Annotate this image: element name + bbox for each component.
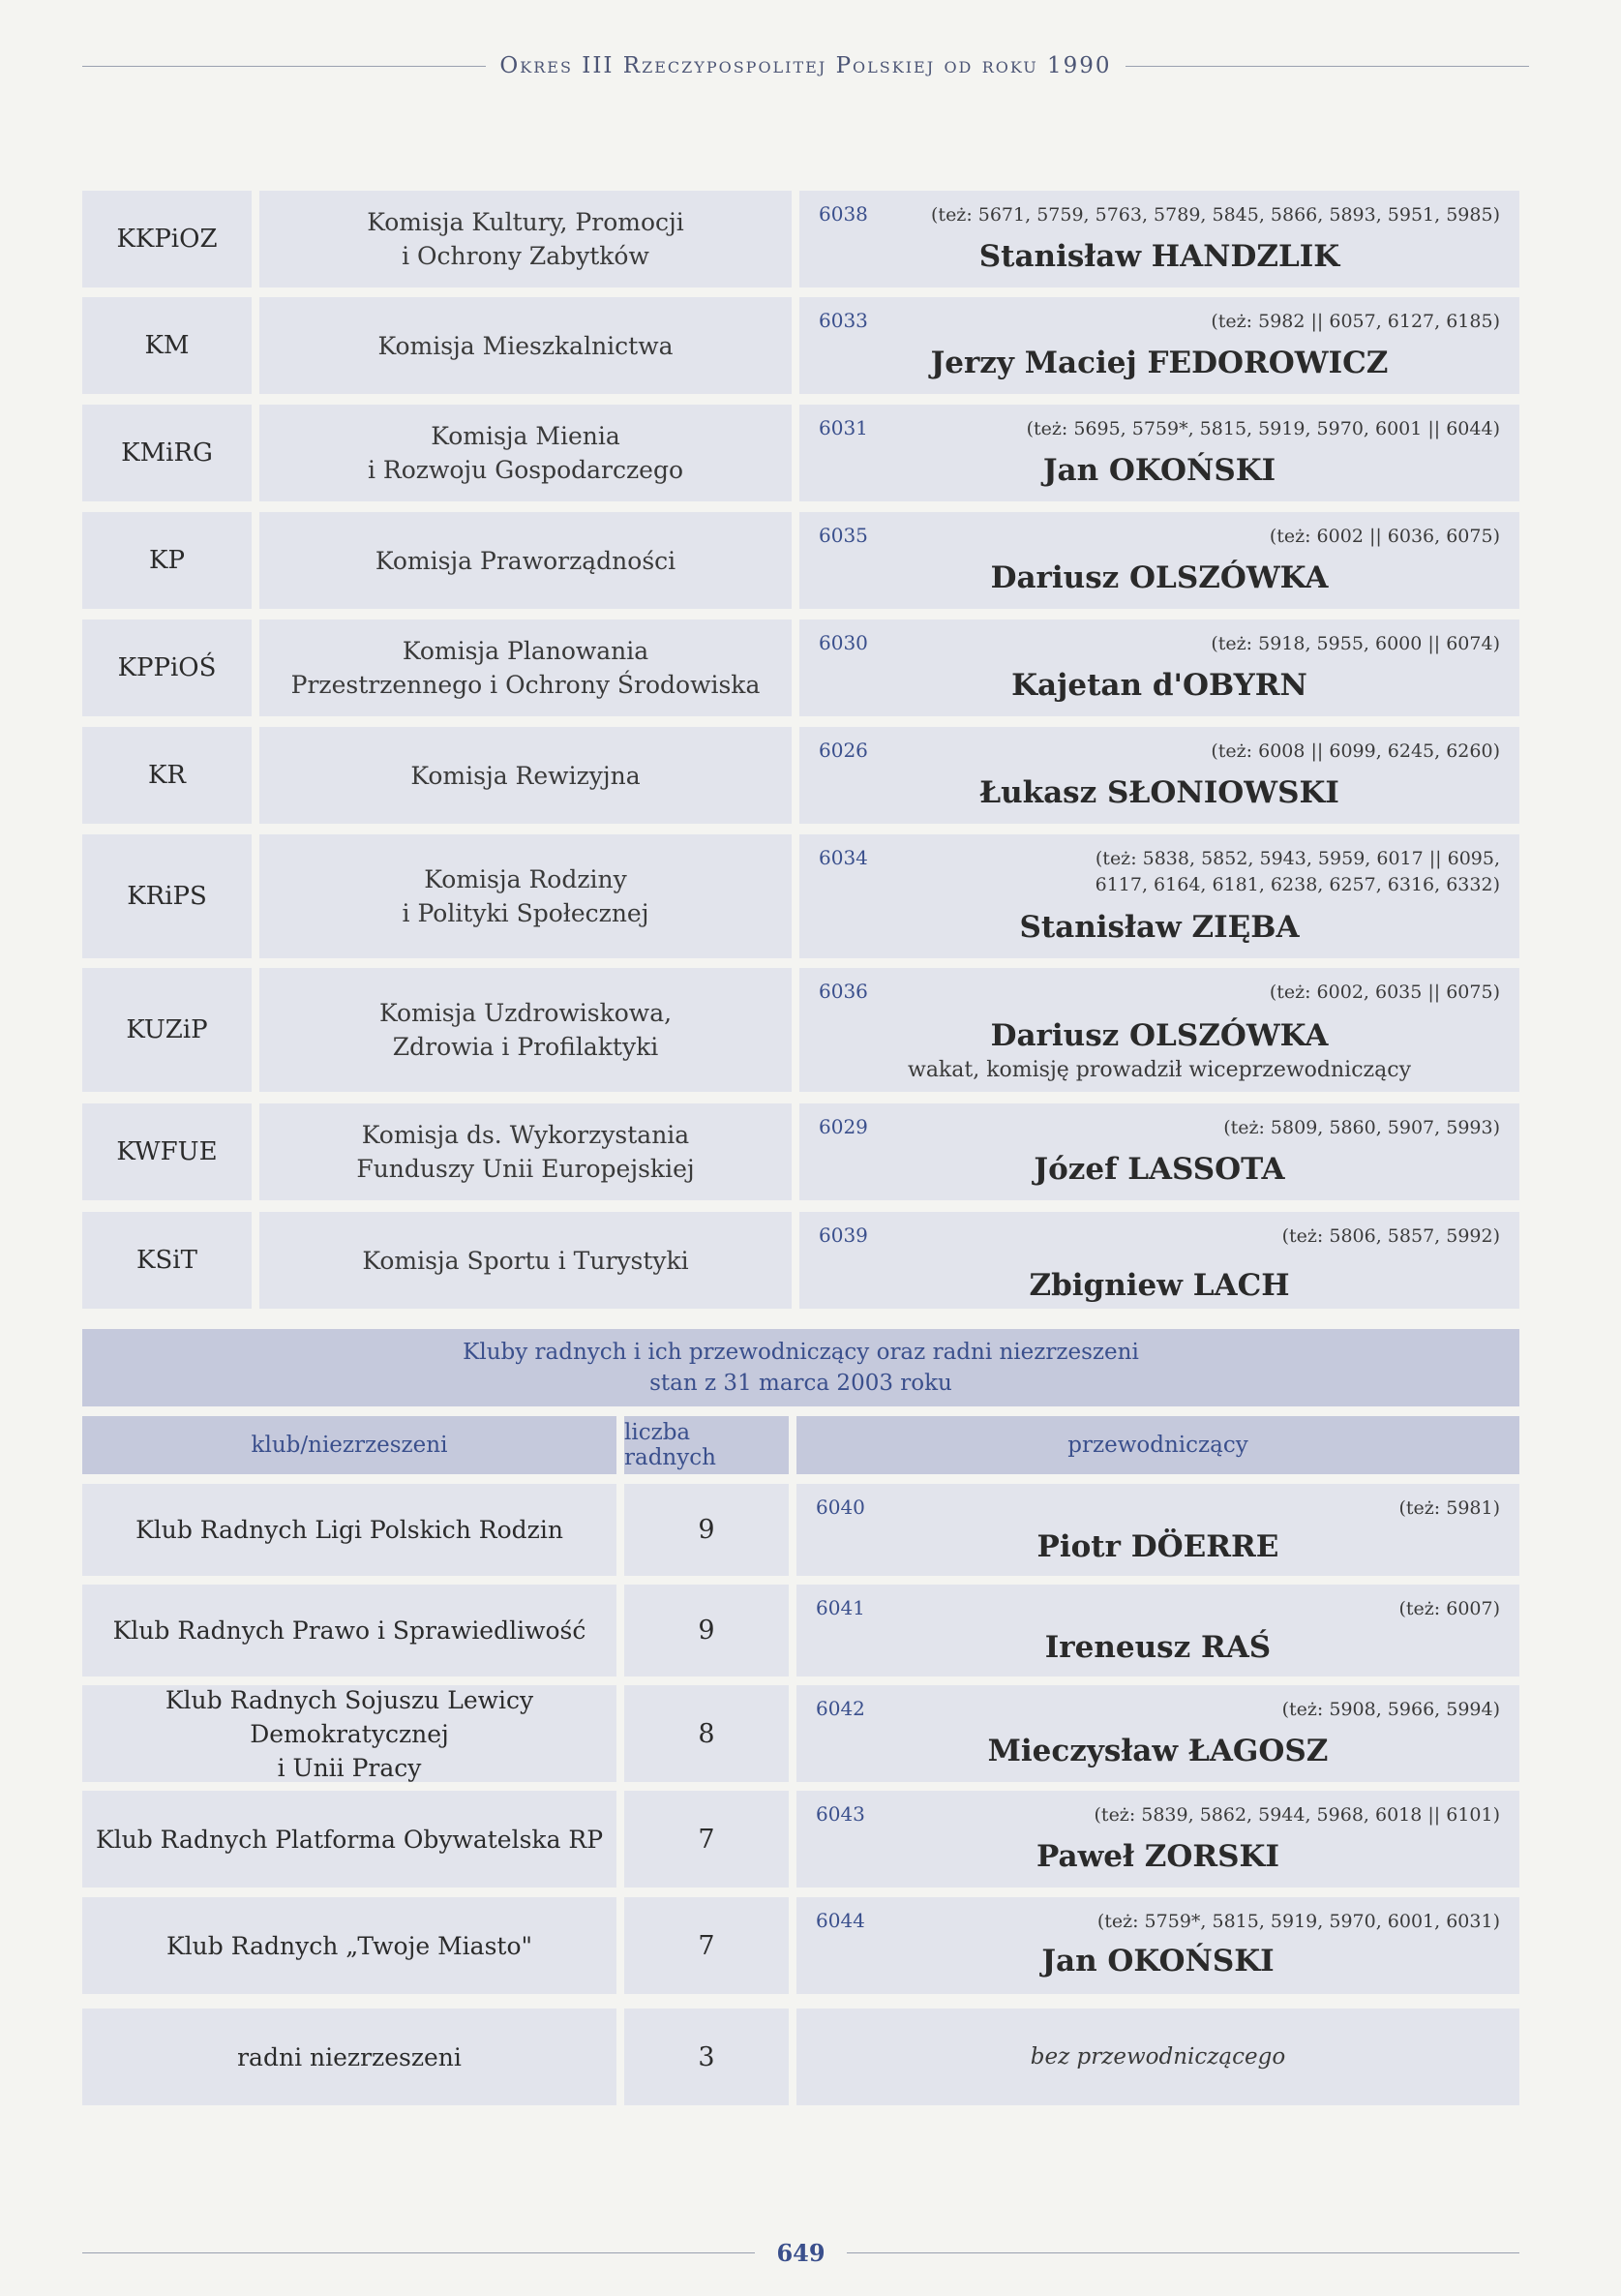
see-also: (też: 5806, 5857, 5992) (1281, 1225, 1500, 1247)
clubs-section-title (82, 1329, 1519, 1406)
commission-abbr: KP (82, 512, 252, 609)
entry-number: 6036 (819, 980, 868, 1003)
chair-name: Jerzy Maciej FEDOROWICZ (930, 346, 1389, 380)
commission-chair-cell (799, 1103, 1519, 1200)
club-chair-cell (796, 1484, 1519, 1576)
club-count: 9 (624, 1585, 789, 1677)
chair-name: Stanisław ZIĘBA (1019, 910, 1300, 945)
commission-chair-cell (799, 1212, 1519, 1309)
commission-name: Komisja Uzdrowiskowa, Zdrowia i Profilaktyki (259, 968, 792, 1092)
entry-number: 6029 (819, 1115, 868, 1138)
entry-number: 6034 (819, 846, 868, 869)
commission-name: Komisja ds. Wykorzystania Funduszy Unii Europejskiej (259, 1103, 792, 1200)
chair-name: Dariusz OLSZÓWKA (990, 560, 1329, 595)
entry-number: 6041 (816, 1596, 865, 1619)
commission-chair-cell (799, 297, 1519, 394)
entry-number: 6035 (819, 524, 868, 547)
see-also: (też: 5839, 5862, 5944, 5968, 6018 || 6101) (1094, 1804, 1500, 1826)
see-also: (też: 5809, 5860, 5907, 5993) (1223, 1117, 1500, 1138)
column-header-club: klub/niezrzeszeni (82, 1416, 616, 1474)
commission-abbr: KM (82, 297, 252, 394)
club-row (82, 2009, 1519, 2105)
commission-row (82, 834, 1519, 958)
club-count: 3 (624, 2009, 789, 2105)
clubs-title-line1: Kluby radnych i ich przewodniczący oraz radni niezrzeszeni (463, 1340, 1139, 1365)
club-count: 7 (624, 1897, 789, 1994)
club-name: Klub Radnych Sojuszu Lewicy Demokratycznej i Unii Pracy (82, 1685, 616, 1782)
commission-name: Komisja Rewizyjna (259, 727, 792, 824)
entry-number: 6043 (816, 1802, 865, 1826)
see-also: (też: 6002 || 6036, 6075) (1269, 526, 1500, 547)
chair-name: Józef LASSOTA (1034, 1152, 1285, 1187)
club-count: 7 (624, 1791, 789, 1888)
club-name: Klub Radnych „Twoje Miasto" (82, 1897, 616, 1994)
commission-chair-cell (799, 512, 1519, 609)
commission-chair-cell (799, 968, 1519, 1092)
header-rule-left (82, 66, 486, 67)
commission-row (82, 512, 1519, 609)
club-name: radni niezrzeszeni (82, 2009, 616, 2105)
commission-abbr: KWFUE (82, 1103, 252, 1200)
club-chair-cell (796, 1897, 1519, 1994)
column-header-count: liczba radnych (624, 1416, 789, 1474)
club-chair-cell (796, 2009, 1519, 2105)
club-name: Klub Radnych Ligi Polskich Rodzin (82, 1484, 616, 1576)
commission-name: Komisja Praworządności (259, 512, 792, 609)
club-chair-cell (796, 1791, 1519, 1888)
clubs-title-line2: stan z 31 marca 2003 roku (649, 1371, 952, 1396)
commission-abbr: KRiPS (82, 834, 252, 958)
entry-number: 6033 (819, 309, 868, 332)
commission-abbr: KSiT (82, 1212, 252, 1309)
running-header (82, 48, 1529, 83)
commission-row (82, 968, 1519, 1092)
clubs-table-header (82, 1416, 1519, 1474)
commission-row (82, 1212, 1519, 1309)
commission-chair-cell (799, 834, 1519, 958)
chair-name: Jan OKOŃSKI (1042, 453, 1276, 488)
commission-abbr: KMiRG (82, 405, 252, 501)
chair-name: Zbigniew LACH (1029, 1268, 1290, 1303)
entry-number: 6044 (816, 1909, 865, 1932)
club-count: 8 (624, 1685, 789, 1782)
see-also: (też: 6008 || 6099, 6245, 6260) (1211, 740, 1500, 762)
see-also: (też: 6002, 6035 || 6075) (1269, 982, 1500, 1003)
page-footer (82, 2238, 1519, 2267)
header-title: Okres III Rzeczypospolitej Polskiej od roku 1990 (499, 53, 1112, 78)
chair-name: Stanisław HANDZLIK (978, 239, 1340, 274)
see-also: (też: 5759*, 5815, 5919, 5970, 6001, 6031) (1096, 1911, 1500, 1932)
club-name: Klub Radnych Platforma Obywatelska RP (82, 1791, 616, 1888)
see-also: (też: 5918, 5955, 6000 || 6074) (1211, 633, 1500, 654)
commission-name: Komisja Mieszkalnictwa (259, 297, 792, 394)
chair-name: Piotr DÖERRE (1036, 1529, 1279, 1564)
page-number: 649 (776, 2238, 826, 2267)
club-row (82, 1484, 1519, 1576)
club-row (82, 1897, 1519, 1994)
club-chair-cell (796, 1685, 1519, 1782)
commission-name: Komisja Kultury, Promocji i Ochrony Zabytków (259, 191, 792, 287)
entry-number: 6038 (819, 202, 868, 226)
see-also: (też: 5908, 5966, 5994) (1281, 1699, 1500, 1720)
footer-rule-right (847, 2252, 1519, 2253)
commission-abbr: KUZiP (82, 968, 252, 1092)
commission-row (82, 405, 1519, 501)
commission-row (82, 727, 1519, 824)
chair-name: Paweł ZORSKI (1036, 1839, 1279, 1874)
entry-number: 6040 (816, 1495, 865, 1519)
chair-note: wakat, komisję prowadził wiceprzewodniczący (907, 1058, 1411, 1082)
commission-row (82, 297, 1519, 394)
see-also: (też: 5982 || 6057, 6127, 6185) (1211, 311, 1500, 332)
club-count: 9 (624, 1484, 789, 1576)
entry-number: 6039 (819, 1224, 868, 1247)
commission-name: Komisja Mienia i Rozwoju Gospodarczego (259, 405, 792, 501)
chair-name: Jan OKOŃSKI (1041, 1944, 1275, 1979)
no-chair-note: bez przewodniczącego (1030, 2044, 1286, 2069)
entry-number: 6026 (819, 739, 868, 762)
header-rule-right (1126, 66, 1529, 67)
chair-name: Kajetan d'OBYRN (1011, 668, 1307, 703)
see-also: (też: 6007) (1398, 1598, 1500, 1619)
commission-chair-cell (799, 405, 1519, 501)
see-also: (też: 5695, 5759*, 5815, 5919, 5970, 6001 || 6044) (1026, 418, 1500, 439)
footer-rule-left (82, 2252, 755, 2253)
commission-chair-cell (799, 191, 1519, 287)
chair-name: Ireneusz RAŚ (1044, 1630, 1272, 1665)
chair-name: Mieczysław ŁAGOSZ (987, 1734, 1329, 1768)
commission-abbr: KPPiOŚ (82, 619, 252, 716)
commission-abbr: KR (82, 727, 252, 824)
see-also: (też: 5838, 5852, 5943, 5959, 6017 || 6095, 6117, 6164, 6181, 6238, 6257, 6316, 6332) (1095, 848, 1500, 895)
see-also: (też: 5981) (1398, 1497, 1500, 1519)
entry-number: 6031 (819, 416, 868, 439)
commission-row (82, 1103, 1519, 1200)
commission-chair-cell (799, 619, 1519, 716)
commission-name: Komisja Rodziny i Polityki Społecznej (259, 834, 792, 958)
club-chair-cell (796, 1585, 1519, 1677)
commission-row (82, 191, 1519, 287)
commission-abbr: KKPiOZ (82, 191, 252, 287)
club-name: Klub Radnych Prawo i Sprawiedliwość (82, 1585, 616, 1677)
commission-row (82, 619, 1519, 716)
column-header-chair: przewodniczący (796, 1416, 1519, 1474)
see-also: (też: 5671, 5759, 5763, 5789, 5845, 5866, 5893, 5951, 5985) (931, 204, 1500, 226)
club-row (82, 1791, 1519, 1888)
commission-name: Komisja Planowania Przestrzennego i Ochrony Środowiska (259, 619, 792, 716)
club-row (82, 1685, 1519, 1782)
commission-name: Komisja Sportu i Turystyki (259, 1212, 792, 1309)
commission-chair-cell (799, 727, 1519, 824)
entry-number: 6030 (819, 631, 868, 654)
entry-number: 6042 (816, 1697, 865, 1720)
club-row (82, 1585, 1519, 1677)
chair-name: Łukasz SŁONIOWSKI (979, 775, 1339, 810)
chair-name: Dariusz OLSZÓWKA (990, 1018, 1329, 1053)
